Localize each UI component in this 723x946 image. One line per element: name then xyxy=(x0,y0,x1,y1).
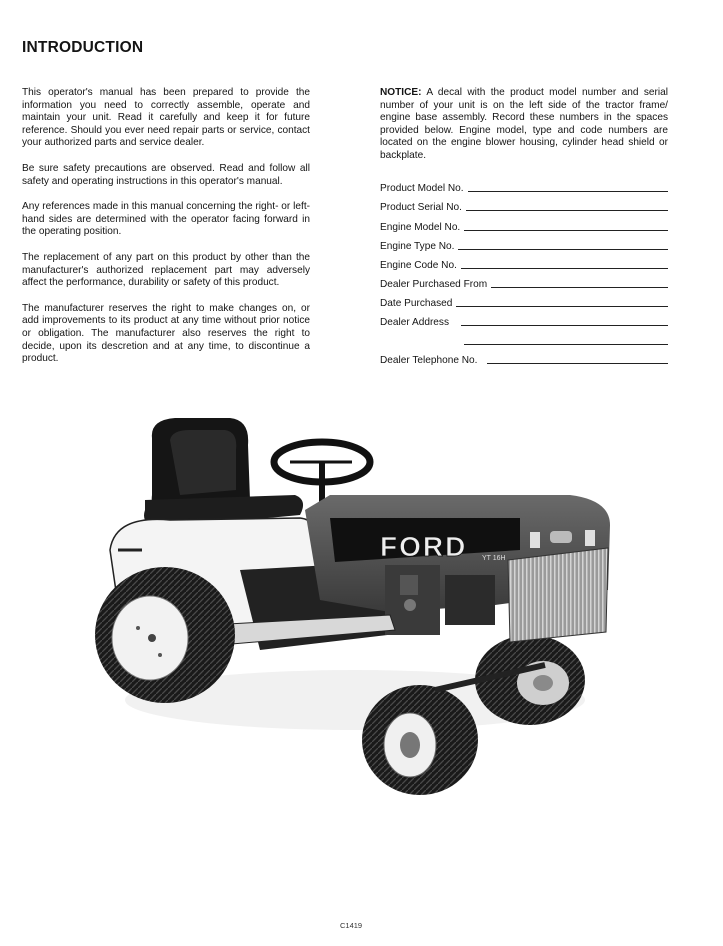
rear-near-wheel xyxy=(95,567,235,703)
field-label: Dealer Address xyxy=(380,317,450,328)
field-label: Product Serial No. xyxy=(380,202,462,213)
field-label: Dealer Telephone No. xyxy=(380,355,478,366)
front-grille xyxy=(508,548,608,642)
field-label: Product Model No. xyxy=(380,183,464,194)
notice-label: NOTICE: xyxy=(380,87,422,98)
manufacturer-rights-paragraph: The manufacturer reserves the right to make changes on, or add improvements to its product at any time without prior notice or obligation. The manufacturer also reserves the right to decide, upon its descretion and at any time, to discontinue a product. xyxy=(22,302,310,365)
orientation-paragraph: Any references made in this manual concerning the right- or left-hand sides are determined with the operator facing forward in the operating position. xyxy=(22,201,310,238)
write-in-line xyxy=(461,325,668,326)
safety-paragraph: Be sure safety precautions are observed. Read and follow all safety and operating instructions in this operator's manual. xyxy=(22,162,310,187)
ford-oval-emblem xyxy=(550,531,572,543)
write-in-line xyxy=(491,287,668,288)
write-in-line xyxy=(466,210,668,211)
write-in-line xyxy=(487,363,668,364)
tractor-photo xyxy=(90,400,620,795)
write-in-line xyxy=(456,306,668,307)
engine-type-field xyxy=(380,238,668,252)
brand-logo: FORD xyxy=(380,531,468,562)
replacement-parts-paragraph: The replacement of any part on this product by other than the manufacturer's authorized replacement part may adversely affect the performance, durability or safety of this product. xyxy=(22,251,310,289)
engine-model-field xyxy=(380,219,668,233)
write-in-line xyxy=(461,268,668,269)
field-label: Date Purchased xyxy=(380,298,453,309)
field-label: Engine Code No. xyxy=(380,260,457,271)
intro-paragraph: This operator's manual has been prepared to provide the information you need to correctly assemble, operate and maintain your unit. Read it carefully and keep it for future reference. Should you ever need repair parts or service, contact your authorized parts and service dealer. xyxy=(22,87,310,149)
page-title: INTRODUCTION xyxy=(22,39,144,56)
front-near-wheel xyxy=(362,685,478,795)
dealer-telephone-field xyxy=(380,352,668,366)
write-in-line xyxy=(464,230,668,231)
product-model-field xyxy=(380,180,668,194)
write-in-line xyxy=(468,191,668,192)
intro-text-column xyxy=(22,87,310,379)
product-serial-field xyxy=(380,199,668,213)
notice-text: A decal with the product model number and serial number of your unit is on the left side of the tractor frame/ engine base assembly. Record these numbers in the spaces provided below. Engine model, type and code numbers are located on the engine blower housing, cylinder head shield or backplate. xyxy=(380,87,668,161)
dealer-address-line-2 xyxy=(380,333,668,347)
field-label: Engine Type No. xyxy=(380,241,455,252)
dealer-address-field xyxy=(380,314,668,328)
image-code: C1419 xyxy=(340,921,363,930)
engine-side xyxy=(385,565,495,635)
dealer-purchased-from-field xyxy=(380,276,668,290)
model-badge: YT 16H xyxy=(482,555,506,562)
notice-block xyxy=(380,87,668,163)
engine-code-field xyxy=(380,257,668,271)
write-in-line xyxy=(458,249,668,250)
write-in-line xyxy=(464,344,668,345)
field-label: Engine Model No. xyxy=(380,222,461,233)
date-purchased-field xyxy=(380,295,668,309)
field-label: Dealer Purchased From xyxy=(380,279,488,290)
